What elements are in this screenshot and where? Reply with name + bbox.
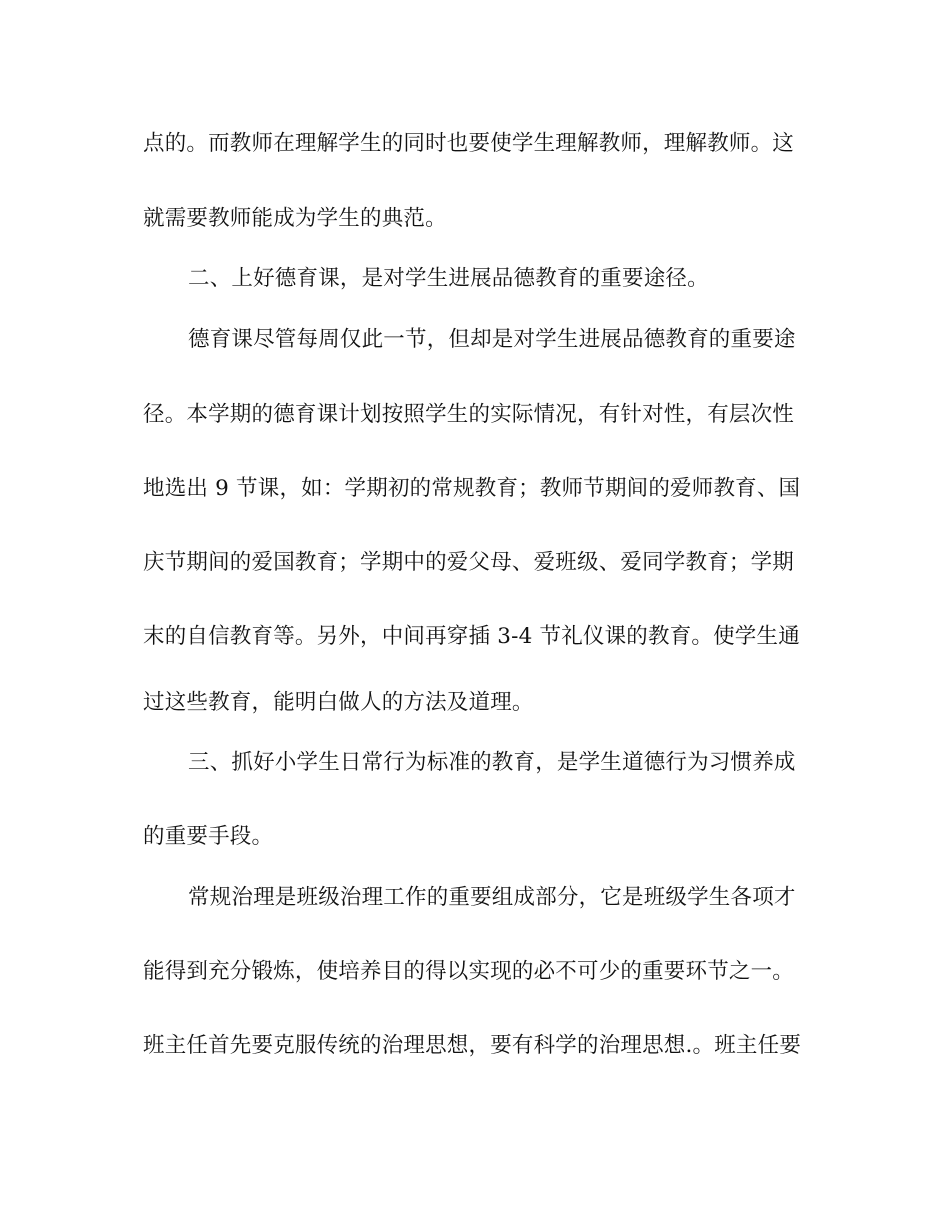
section-heading-cont: 的重要手段。	[143, 824, 274, 849]
text-line: 就需要教师能成为学生的典范。	[143, 206, 447, 231]
section-heading: 二、上好德育课，是对学生进展品德教育的重要途径。	[188, 266, 709, 291]
text-line: 常规治理是班级治理工作的重要组成部分，它是班级学生各项才	[188, 885, 796, 910]
text-line: 点的。而教师在理解学生的同时也要使学生理解教师，理解教师。这	[143, 131, 795, 156]
text-line: 过这些教育，能明白做人的方法及道理。	[143, 690, 534, 715]
text-line: 德育课尽管每周仅此一节，但却是对学生进展品德教育的重要途	[188, 327, 796, 352]
text-line: 庆节期间的爱国教育；学期中的爱父母、爱班级、爱同学教育；学期	[143, 550, 795, 575]
text-line: 末的自信教育等。另外，中间再穿插 3-4 节礼仪课的教育。使学生通	[143, 624, 800, 649]
text-line: 班主任首先要克服传统的治理思想，要有科学的治理思想.。班主任要	[143, 1033, 802, 1058]
section-heading: 三、抓好小学生日常行为标准的教育，是学生道德行为习惯养成	[188, 750, 796, 775]
text-line: 地选出 9 节课，如：学期初的常规教育；教师节期间的爱师教育、国	[143, 476, 801, 501]
text-line: 径。本学期的德育课计划按照学生的实际情况，有针对性，有层次性	[143, 402, 795, 427]
text-line: 能得到充分锻炼，使培养目的得以实现的必不可少的重要环节之一。	[143, 959, 795, 984]
